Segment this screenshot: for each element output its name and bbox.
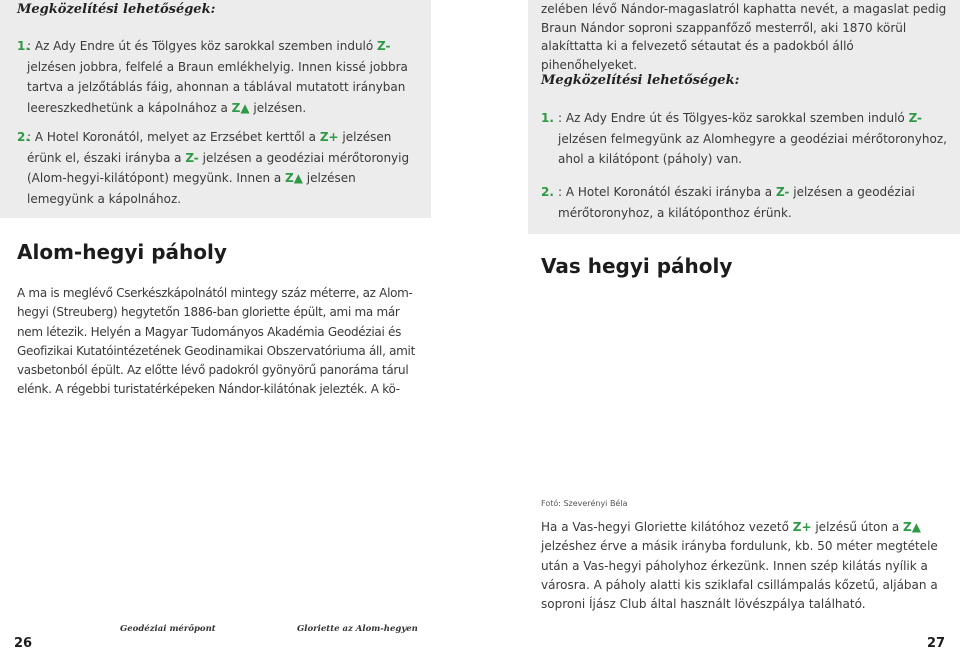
item-number: 1.: [541, 111, 554, 125]
body-paragraph: [541, 518, 947, 614]
item-text: jelzésen a geodéziai mérőtoronyig (Alom-hegyi-kilátópont) megyünk. Innen a: [27, 150, 410, 185]
page-number: 27: [927, 636, 946, 651]
item-text: : Az Ady Endre út és Tölgyes-köz sarokkal szemben induló: [558, 111, 909, 125]
photo-caption-geodetic-point: Geodéziai mérőpont: [120, 624, 216, 634]
trail-marker-green-bar: Z-: [908, 111, 923, 125]
item-number: 2.: [541, 185, 554, 199]
intro-paragraph: zelében lévő Nándor-magaslatról kaphatta nevét, a magaslat pedig Braun Nándor soproni szappanfőző mesterről, aki 1870 körül alakíttatta ki a felvezető sétautat és a padokból álló pihenőhelyeket.: [541, 2, 947, 73]
trail-marker-green-cross: Z+: [319, 130, 339, 144]
trail-marker-green-cross: Z+: [792, 520, 812, 534]
item-number: 1.: [17, 39, 30, 53]
item-text: jelzésen jobbra, felfelé a Braun emlékhelyig. Innen kissé jobbra tartva a jelzőtáblás fáig, ahonnan a táblával mutatott irányban leereszkedhetünk a kápolnához a: [27, 59, 408, 115]
item-text: : A Hotel Koronától, melyet az Erzsébet kerttől a: [27, 130, 320, 144]
body-text: jelzésű úton a: [811, 520, 903, 534]
item-text: : A Hotel Koronától északi irányba a: [558, 185, 776, 199]
body-paragraph: A ma is meglévő Cserkészkápolnától mintegy száz méterre, az Alom-hegyi (Streuberg) hegytetőn 1886-ban gloriette épült, ami ma már nem létezik. Helyén a Magyar Tudományos Akadémia Geodéziai és Geofizikai Kutatóintézetének Geodinamikai Obszervatóriuma áll, amit vasbetonból épült. Az előtte lévő padokról gyönyörű panoráma tárul elénk. A régebbi turistatérképeken Nándor-kilátónak jelezték. A kö-: [17, 286, 415, 397]
body-text: Ha a Vas-hegyi Gloriette kilátóhoz vezető: [541, 520, 793, 534]
trail-marker-green-bar: Z-: [185, 150, 199, 165]
access-item-1: [17, 36, 417, 118]
item-text: jelzésen.: [249, 100, 307, 115]
section-title: Alom-hegyi páholy: [17, 240, 227, 264]
section-title: Vas hegyi páholy: [541, 254, 733, 278]
trail-marker-green-bar: Z-: [377, 39, 391, 53]
item-text: jelzésen a geodéziai mérőtoronyhoz, a kilátóponthoz érünk.: [558, 185, 915, 220]
access-heading: Megközelítési lehetőségek:: [541, 73, 740, 88]
item-text: jelzésen érünk el, északi irányba a: [27, 130, 392, 165]
item-text: jelzésen felmegyünk az Alomhegyre a geodéziai mérőtoronyhoz, ahol a kilátópont (páholy) van.: [558, 131, 947, 166]
access-heading: Megközelítési lehetőségek:: [17, 2, 216, 17]
trail-marker-green-bar: Z-: [775, 185, 790, 199]
access-item-2: [17, 127, 420, 209]
right-page: [480, 0, 960, 654]
item-text: : Az Ady Endre út és Tölgyes köz sarokkal szemben induló: [27, 39, 378, 53]
access-item-2: [541, 182, 946, 223]
photo-caption-gloriette: Gloriette az Alom-hegyen: [297, 624, 418, 634]
page-number: 26: [14, 636, 33, 651]
item-text: jelzésen lemegyünk a kápolnához.: [27, 171, 356, 206]
access-item-1: [541, 108, 953, 170]
photo-credit: Fotó: Szeverényi Béla: [541, 499, 628, 508]
trail-marker-green-triangle: Z▲: [231, 100, 250, 115]
item-number: 2.: [17, 130, 30, 144]
trail-marker-green-triangle: Z▲: [903, 520, 921, 534]
body-text: jelzéshez érve a másik irányba fordulunk, kb. 50 méter megtétele után a Vas-hegyi páholyhoz érkezünk. Innen szép kilátás nyílik a városra. A páholy alatti kis sziklafal csillámpalás kőzetű, aljában a soproni Íjász Club által használt lövészpálya található.: [541, 539, 938, 612]
trail-marker-green-triangle: Z▲: [285, 171, 303, 185]
